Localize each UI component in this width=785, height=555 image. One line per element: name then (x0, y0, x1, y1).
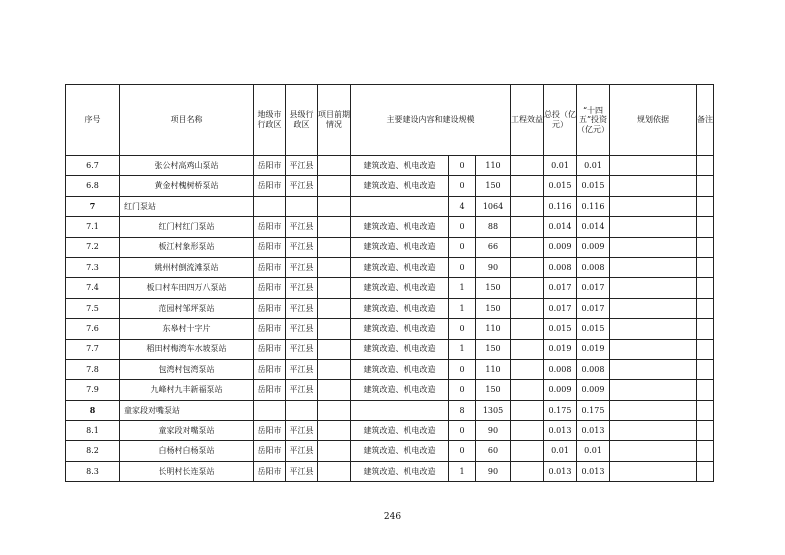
cell-quantity: 1 (449, 298, 476, 318)
cell-plan-investment: 0.013 (577, 461, 610, 481)
cell-city: 岳阳市 (254, 257, 286, 277)
cell-total-investment: 0.01 (544, 156, 577, 176)
cell-scale: 110 (476, 319, 511, 339)
cell-prep (318, 217, 351, 237)
cell-content: 建筑改造、机电改造 (351, 217, 449, 237)
cell-total-investment: 0.009 (544, 237, 577, 257)
cell-name: 稻田村梅湾车水坡泵站 (120, 339, 254, 359)
table-row (66, 176, 714, 196)
page-number: 246 (383, 512, 402, 522)
cell-remark (697, 461, 714, 481)
cell-city: 岳阳市 (254, 339, 286, 359)
cell-remark (697, 217, 714, 237)
cell-prep (318, 359, 351, 379)
header-benefit: 工程效益 (511, 85, 544, 156)
cell-content: 建筑改造、机电改造 (351, 176, 449, 196)
cell-scale: 150 (476, 339, 511, 359)
header-plan-investment: “十四五”投资（亿元） (577, 85, 610, 156)
cell-city: 岳阳市 (254, 176, 286, 196)
header-content: 主要建设内容和建设规模 (351, 85, 511, 156)
cell-benefit (511, 441, 544, 461)
section-row (66, 196, 714, 216)
table-row (66, 339, 714, 359)
table-row (66, 257, 714, 277)
cell-basis (610, 359, 697, 379)
cell-total-investment: 0.015 (544, 319, 577, 339)
cell-plan-investment: 0.009 (577, 380, 610, 400)
cell-quantity: 8 (449, 400, 476, 420)
cell-benefit (511, 257, 544, 277)
cell-total-investment: 0.013 (544, 461, 577, 481)
cell-no: 7.9 (66, 380, 120, 400)
cell-county: 平江县 (286, 339, 318, 359)
cell-scale: 90 (476, 257, 511, 277)
cell-prep (318, 319, 351, 339)
cell-remark (697, 359, 714, 379)
cell-remark (697, 257, 714, 277)
table-row (66, 237, 714, 257)
table-row (66, 217, 714, 237)
cell-basis (610, 237, 697, 257)
cell-prep (318, 196, 351, 216)
cell-content: 建筑改造、机电改造 (351, 441, 449, 461)
cell-scale: 90 (476, 421, 511, 441)
table-row (66, 278, 714, 298)
cell-benefit (511, 421, 544, 441)
cell-content (351, 196, 449, 216)
header-prep: 项目前期情况 (318, 85, 351, 156)
cell-no: 7.2 (66, 237, 120, 257)
cell-scale: 150 (476, 278, 511, 298)
cell-prep (318, 421, 351, 441)
cell-prep (318, 380, 351, 400)
cell-city (254, 196, 286, 216)
cell-quantity: 0 (449, 176, 476, 196)
cell-benefit (511, 196, 544, 216)
cell-city (254, 400, 286, 420)
cell-benefit (511, 298, 544, 318)
cell-name: 白杨村白杨泵站 (120, 441, 254, 461)
cell-plan-investment: 0.013 (577, 421, 610, 441)
cell-prep (318, 156, 351, 176)
cell-remark (697, 237, 714, 257)
cell-scale: 150 (476, 176, 511, 196)
cell-county: 平江县 (286, 176, 318, 196)
cell-basis (610, 217, 697, 237)
cell-total-investment: 0.008 (544, 257, 577, 277)
header-total-investment: 总投（亿元） (544, 85, 577, 156)
cell-total-investment: 0.014 (544, 217, 577, 237)
cell-total-investment: 0.019 (544, 339, 577, 359)
cell-content: 建筑改造、机电改造 (351, 359, 449, 379)
cell-no: 7.6 (66, 319, 120, 339)
cell-benefit (511, 278, 544, 298)
cell-no: 7.3 (66, 257, 120, 277)
cell-remark (697, 278, 714, 298)
cell-content: 建筑改造、机电改造 (351, 319, 449, 339)
cell-city: 岳阳市 (254, 461, 286, 481)
cell-remark (697, 196, 714, 216)
cell-benefit (511, 380, 544, 400)
cell-total-investment: 0.017 (544, 298, 577, 318)
cell-plan-investment: 0.017 (577, 298, 610, 318)
cell-prep (318, 339, 351, 359)
cell-no: 8.1 (66, 421, 120, 441)
cell-scale: 88 (476, 217, 511, 237)
cell-county: 平江县 (286, 217, 318, 237)
cell-plan-investment: 0.01 (577, 441, 610, 461)
cell-benefit (511, 339, 544, 359)
cell-scale: 110 (476, 156, 511, 176)
cell-no: 7 (66, 196, 120, 216)
cell-total-investment: 0.017 (544, 278, 577, 298)
cell-name: 红门泵站 (120, 196, 254, 216)
cell-quantity: 0 (449, 380, 476, 400)
table-row (66, 421, 714, 441)
cell-quantity: 0 (449, 359, 476, 379)
cell-benefit (511, 319, 544, 339)
cell-county (286, 196, 318, 216)
cell-prep (318, 257, 351, 277)
cell-remark (697, 339, 714, 359)
cell-quantity: 4 (449, 196, 476, 216)
cell-basis (610, 156, 697, 176)
cell-plan-investment: 0.009 (577, 237, 610, 257)
table-row (66, 441, 714, 461)
cell-total-investment: 0.116 (544, 196, 577, 216)
cell-city: 岳阳市 (254, 380, 286, 400)
cell-quantity: 0 (449, 237, 476, 257)
cell-county: 平江县 (286, 461, 318, 481)
cell-scale: 60 (476, 441, 511, 461)
cell-name: 黄金村槐树桥泵站 (120, 176, 254, 196)
cell-no: 7.4 (66, 278, 120, 298)
cell-city: 岳阳市 (254, 156, 286, 176)
cell-total-investment: 0.013 (544, 421, 577, 441)
cell-city: 岳阳市 (254, 278, 286, 298)
table-row (66, 156, 714, 176)
cell-content (351, 400, 449, 420)
cell-plan-investment: 0.008 (577, 359, 610, 379)
cell-plan-investment: 0.175 (577, 400, 610, 420)
project-table (65, 84, 714, 482)
cell-quantity: 0 (449, 156, 476, 176)
cell-total-investment: 0.01 (544, 441, 577, 461)
cell-content: 建筑改造、机电改造 (351, 461, 449, 481)
cell-plan-investment: 0.015 (577, 176, 610, 196)
cell-county: 平江县 (286, 257, 318, 277)
cell-remark (697, 421, 714, 441)
cell-scale: 150 (476, 380, 511, 400)
cell-plan-investment: 0.017 (577, 278, 610, 298)
cell-remark (697, 298, 714, 318)
cell-plan-investment: 0.116 (577, 196, 610, 216)
cell-benefit (511, 237, 544, 257)
cell-quantity: 0 (449, 257, 476, 277)
cell-basis (610, 278, 697, 298)
cell-content: 建筑改造、机电改造 (351, 380, 449, 400)
cell-plan-investment: 0.015 (577, 319, 610, 339)
cell-name: 板口村车田四万八泵站 (120, 278, 254, 298)
cell-content: 建筑改造、机电改造 (351, 298, 449, 318)
cell-basis (610, 176, 697, 196)
cell-city: 岳阳市 (254, 359, 286, 379)
cell-scale: 150 (476, 298, 511, 318)
cell-scale: 1305 (476, 400, 511, 420)
cell-name: 张公村高鸡山泵站 (120, 156, 254, 176)
table-row (66, 359, 714, 379)
cell-benefit (511, 217, 544, 237)
cell-no: 6.8 (66, 176, 120, 196)
cell-remark (697, 176, 714, 196)
cell-no: 8 (66, 400, 120, 420)
cell-quantity: 0 (449, 441, 476, 461)
cell-basis (610, 339, 697, 359)
cell-no: 8.3 (66, 461, 120, 481)
cell-plan-investment: 0.01 (577, 156, 610, 176)
cell-county: 平江县 (286, 156, 318, 176)
cell-basis (610, 400, 697, 420)
cell-county: 平江县 (286, 319, 318, 339)
cell-prep (318, 298, 351, 318)
cell-county (286, 400, 318, 420)
cell-plan-investment: 0.008 (577, 257, 610, 277)
cell-prep (318, 400, 351, 420)
cell-basis (610, 421, 697, 441)
cell-city: 岳阳市 (254, 217, 286, 237)
cell-benefit (511, 461, 544, 481)
cell-remark (697, 380, 714, 400)
cell-prep (318, 237, 351, 257)
cell-benefit (511, 400, 544, 420)
cell-no: 7.7 (66, 339, 120, 359)
cell-content: 建筑改造、机电改造 (351, 156, 449, 176)
cell-scale: 110 (476, 359, 511, 379)
cell-prep (318, 461, 351, 481)
cell-quantity: 0 (449, 319, 476, 339)
cell-name: 童家段对嘴泵站 (120, 421, 254, 441)
cell-county: 平江县 (286, 441, 318, 461)
cell-scale: 90 (476, 461, 511, 481)
cell-no: 7.1 (66, 217, 120, 237)
cell-remark (697, 319, 714, 339)
cell-basis (610, 257, 697, 277)
header-county: 县级行政区 (286, 85, 318, 156)
cell-basis (610, 461, 697, 481)
cell-total-investment: 0.009 (544, 380, 577, 400)
cell-name: 姚州村倒流滩泵站 (120, 257, 254, 277)
cell-name: 范园村邹坪泵站 (120, 298, 254, 318)
section-row (66, 400, 714, 420)
cell-basis (610, 319, 697, 339)
cell-total-investment: 0.008 (544, 359, 577, 379)
cell-content: 建筑改造、机电改造 (351, 421, 449, 441)
cell-quantity: 0 (449, 217, 476, 237)
table-row (66, 461, 714, 481)
cell-total-investment: 0.015 (544, 176, 577, 196)
table-row (66, 319, 714, 339)
cell-name: 九峰村九丰新福泵站 (120, 380, 254, 400)
cell-benefit (511, 156, 544, 176)
cell-city: 岳阳市 (254, 441, 286, 461)
cell-name: 长明村长连泵站 (120, 461, 254, 481)
cell-prep (318, 176, 351, 196)
cell-scale: 1064 (476, 196, 511, 216)
cell-content: 建筑改造、机电改造 (351, 339, 449, 359)
cell-county: 平江县 (286, 237, 318, 257)
cell-scale: 66 (476, 237, 511, 257)
cell-content: 建筑改造、机电改造 (351, 278, 449, 298)
cell-basis (610, 196, 697, 216)
cell-quantity: 1 (449, 461, 476, 481)
cell-benefit (511, 359, 544, 379)
cell-content: 建筑改造、机电改造 (351, 257, 449, 277)
header-name: 项目名称 (120, 85, 254, 156)
cell-prep (318, 278, 351, 298)
cell-quantity: 1 (449, 278, 476, 298)
header-remark: 备注 (697, 85, 714, 156)
cell-plan-investment: 0.019 (577, 339, 610, 359)
cell-county: 平江县 (286, 359, 318, 379)
cell-county: 平江县 (286, 421, 318, 441)
cell-content: 建筑改造、机电改造 (351, 237, 449, 257)
cell-city: 岳阳市 (254, 237, 286, 257)
cell-no: 8.2 (66, 441, 120, 461)
cell-benefit (511, 176, 544, 196)
cell-name: 红门村红门泵站 (120, 217, 254, 237)
cell-name: 东皋村十字片 (120, 319, 254, 339)
cell-county: 平江县 (286, 298, 318, 318)
table-row (66, 298, 714, 318)
cell-city: 岳阳市 (254, 421, 286, 441)
cell-remark (697, 400, 714, 420)
cell-quantity: 0 (449, 421, 476, 441)
header-row (66, 85, 714, 156)
header-no: 序号 (66, 85, 120, 156)
cell-basis (610, 298, 697, 318)
table-row (66, 380, 714, 400)
cell-name: 包湾村包湾泵站 (120, 359, 254, 379)
cell-total-investment: 0.175 (544, 400, 577, 420)
cell-county: 平江县 (286, 380, 318, 400)
cell-name: 板江村象形泵站 (120, 237, 254, 257)
cell-no: 7.5 (66, 298, 120, 318)
cell-basis (610, 441, 697, 461)
cell-no: 6.7 (66, 156, 120, 176)
cell-remark (697, 441, 714, 461)
cell-city: 岳阳市 (254, 319, 286, 339)
cell-name: 童家段对嘴泵站 (120, 400, 254, 420)
cell-plan-investment: 0.014 (577, 217, 610, 237)
cell-no: 7.8 (66, 359, 120, 379)
header-city: 地级市行政区 (254, 85, 286, 156)
cell-quantity: 1 (449, 339, 476, 359)
header-basis: 规划依据 (610, 85, 697, 156)
cell-city: 岳阳市 (254, 298, 286, 318)
cell-county: 平江县 (286, 278, 318, 298)
cell-basis (610, 380, 697, 400)
cell-remark (697, 156, 714, 176)
cell-prep (318, 441, 351, 461)
